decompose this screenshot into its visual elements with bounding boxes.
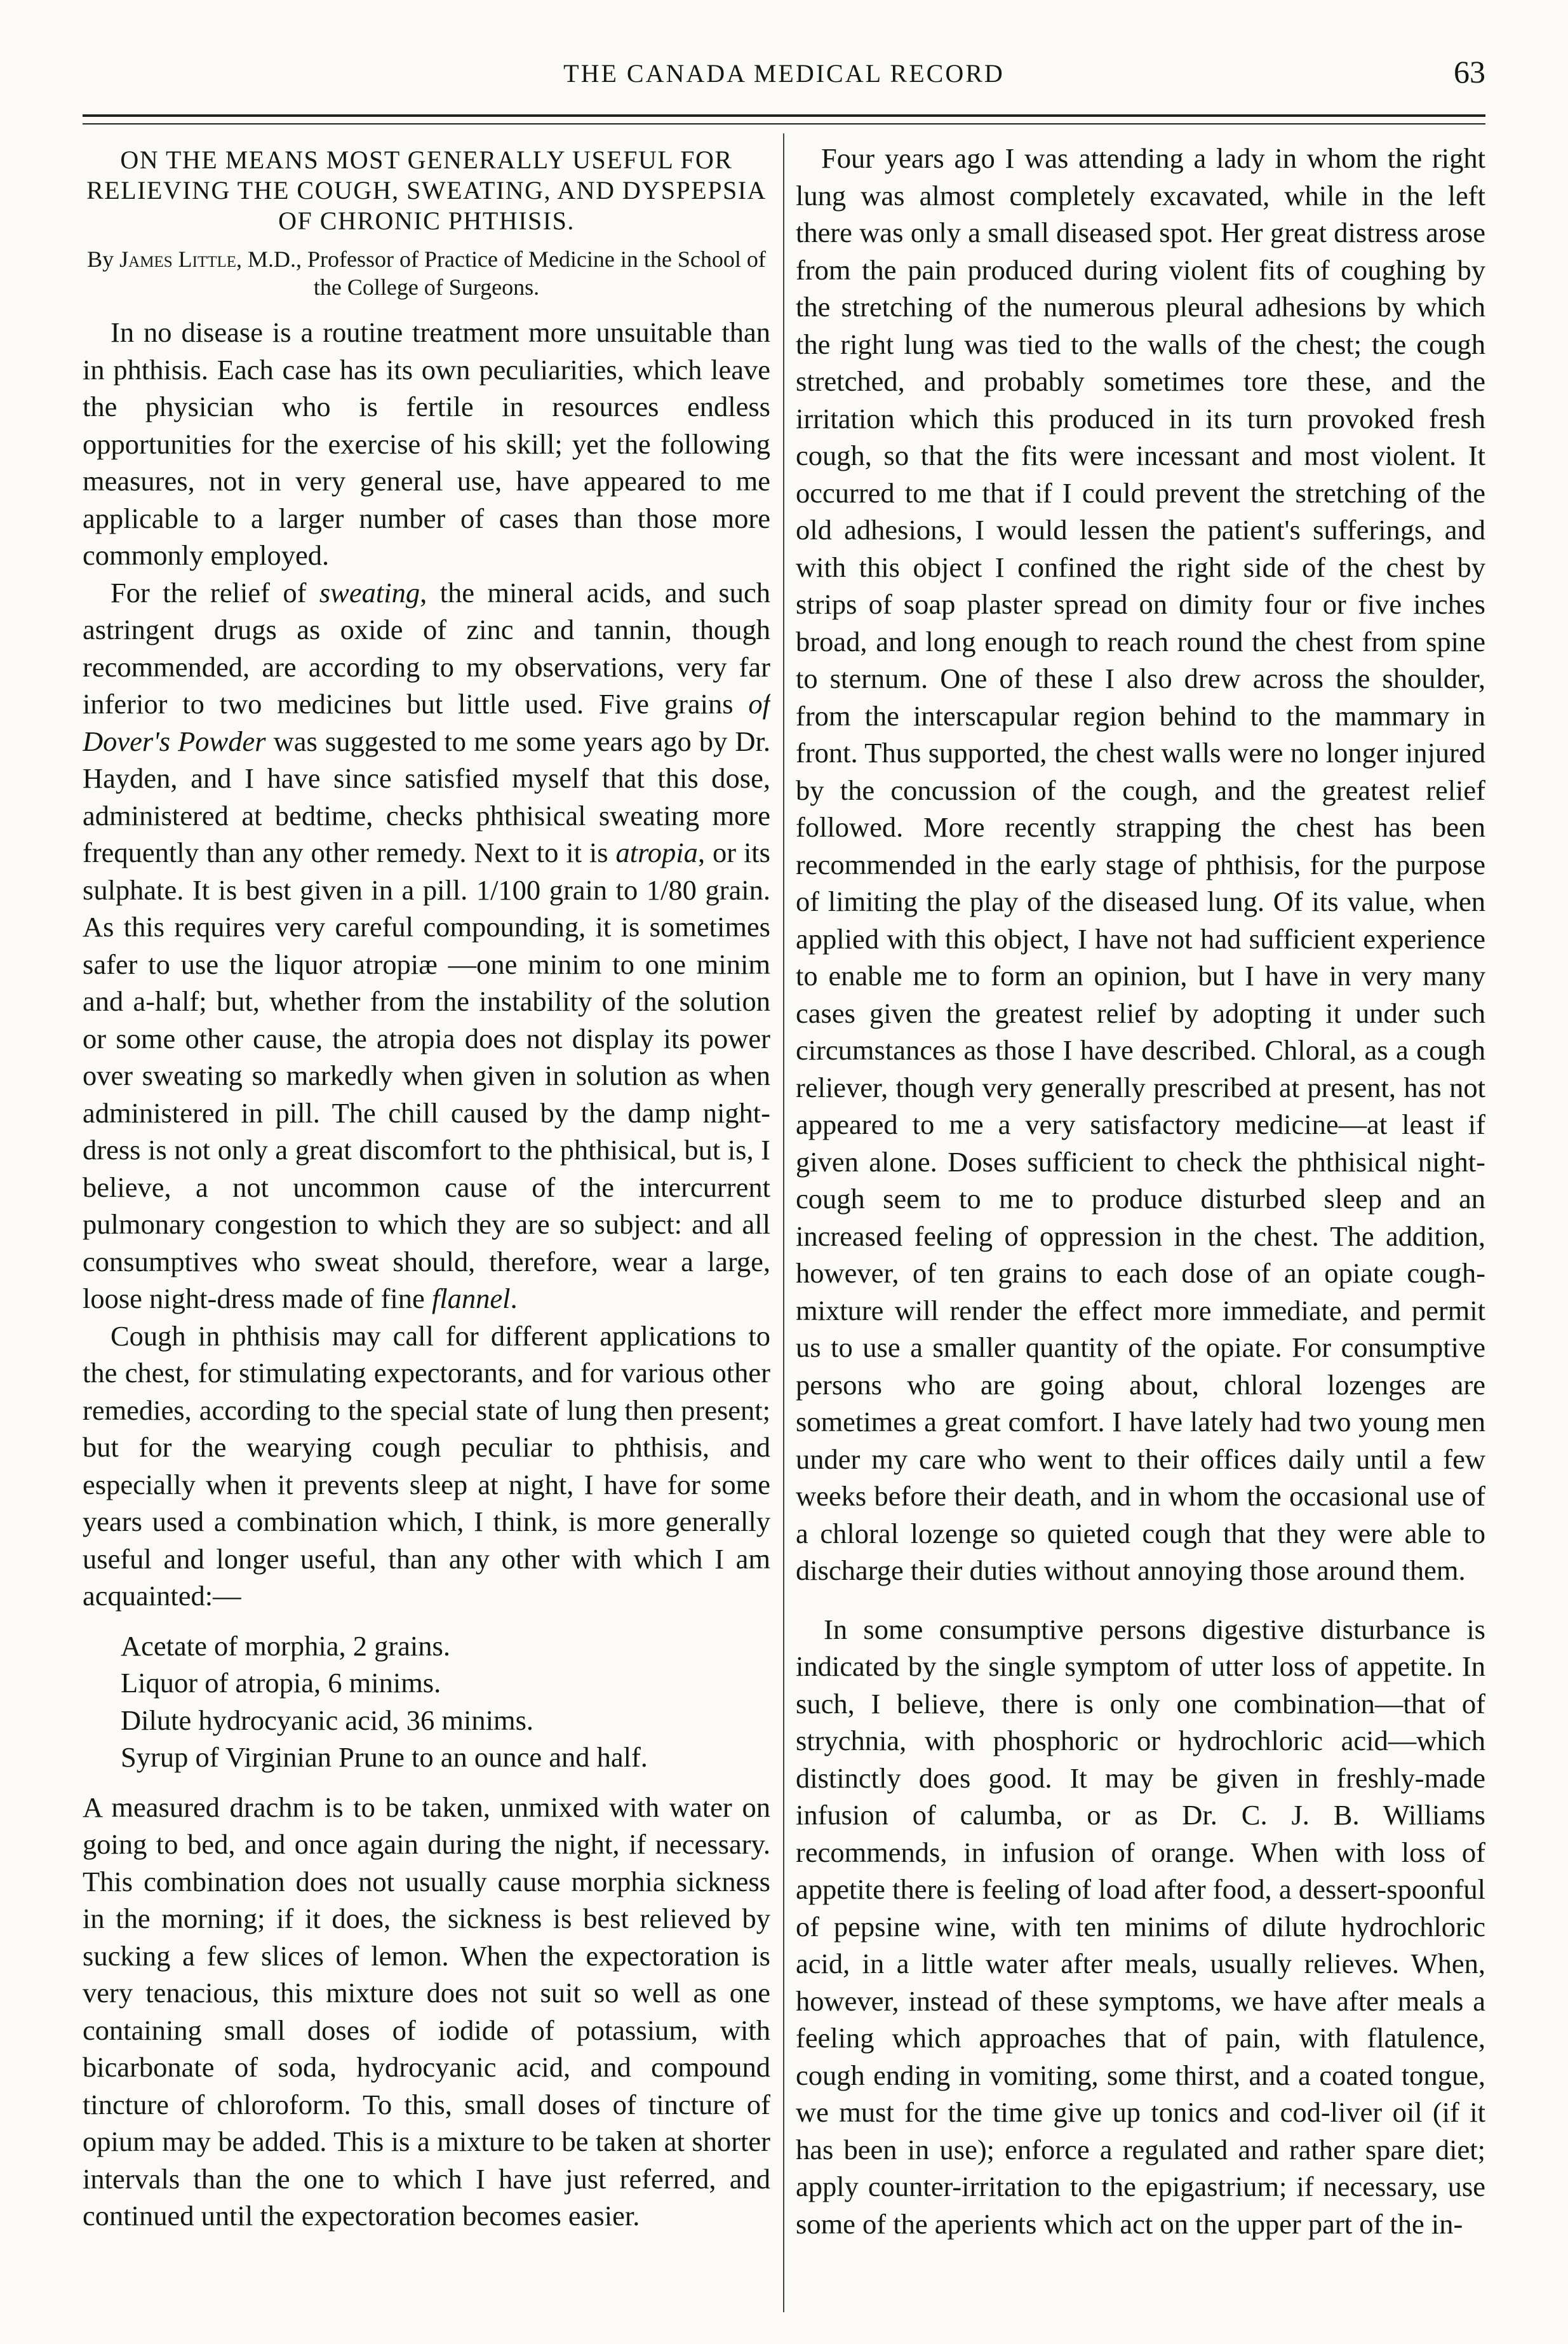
- byline-affiliation: , M.D., Professor of Practice of Medicine in the School of the College of Surgeons.: [236, 246, 766, 300]
- italic-run: sweating: [319, 576, 420, 609]
- fraction: 1/80: [646, 873, 697, 906]
- article-title: ON THE MEANS MOST GENERALLY USEFUL FOR RELIEVING THE COUGH, SWEATING, AND DYSPEPSIA OF CHRONIC PHTHISIS.: [86, 145, 767, 235]
- paragraph-gap: [796, 1589, 1485, 1611]
- text-run: was suggested to me some years ago by Dr. Hayden, and I have since satisfied myself that this dose, administered at bedtime, checks phthisical sweating more frequently than any other remedy. Next to it is: [83, 725, 770, 868]
- text-run: .: [510, 1283, 518, 1314]
- header-rule-thin: [83, 123, 1485, 125]
- prescription-line: Liquor of atropia, 6 minims.: [121, 1667, 441, 1699]
- fraction: 1/100: [476, 873, 541, 906]
- byline-prefix: By: [87, 246, 120, 272]
- author-name: James Little: [119, 246, 237, 272]
- right-column: [796, 140, 1485, 2312]
- text-run: grain to: [540, 873, 647, 906]
- left-column: [83, 140, 770, 2312]
- byline: [83, 245, 770, 301]
- text-run: grain. As this requires very careful compounding, it is sometimes safer to use the liquor atropiæ —one minim to one minim and a-half; but, whether from the instability of the solution or some other cause, the atropia does not display its power over sweating so markedly when given in solution as when administered in pill. The chill caused by the damp night-dress is not only a great discomfort to the phthisical, but is, I believe, a not uncommon cause of the intercurrent pulmonary congestion to which they are so subject: and all consumptives who sweat should, therefore, wear a large, loose night-dress made of fine: [83, 873, 770, 1314]
- paragraph-dyspepsia: In some consumptive persons digestive disturbance is indicated by the single symptom of utter loss of appetite. In such, I believe, there is only one combination—that of strychnia, with phosphoric or hydrochloric acid—which distinctly does good. It may be given in freshly-made infusion of calumba, or as Dr. C. J. B. Williams recommends, in infusion of orange. When with loss of appetite there is feeling of load after food, a dessert-spoonful of pepsine wine, with ten minims of dilute hydrochloric acid, in a little water after meals, usually relieves. When, however, instead of these symptoms, we have after meals a feeling which approaches that of pain, with flatulence, cough ending in vomiting, some thirst, and a coated tongue, we must for the time give up tonics and cod-liver oil (if it has been in use); enforce a regulated and rather spare diet; apply counter-irritation to the epigastrium; if necessary, use some of the aperients which act on the upper part of the in-: [796, 1613, 1485, 2240]
- italic-run: atropia: [615, 837, 698, 868]
- prescription-line: Acetate of morphia, 2 grains.: [121, 1629, 450, 1662]
- italic-run: flannel: [431, 1283, 511, 1314]
- paragraph-sweating: [83, 574, 770, 1317]
- italic-run: of Dover's Powder: [83, 688, 770, 757]
- prescription-line: Dilute hydrocyanic acid, 36 minims.: [121, 1704, 534, 1736]
- prescription-list: [121, 1627, 770, 1776]
- text-run: , the mineral acids, and such astringent drugs as oxide of zinc and tannin, though recommended, are according to my observations, very far inferior to two medicines but little used. Five grains: [83, 576, 770, 720]
- text-run: , or its sulphate. It is best given in a pill.: [83, 837, 770, 906]
- running-head: [83, 46, 1485, 103]
- page-number: 63: [1454, 54, 1485, 90]
- header-rule-thick: [83, 114, 1485, 117]
- prescription-line: Syrup of Virginian Prune to an ounce and half.: [121, 1741, 648, 1773]
- journal-title: THE CANADA MEDICAL RECORD: [563, 59, 1005, 88]
- paragraph-intro: In no disease is a routine treatment more unsuitable than in phthisis. Each case has its own peculiarities, which leave the physician who is fertile in resources endless opportunities for the exercise of his skill; yet the following measures, not in very general use, have appeared to me applicable to a larger number of cases than those more commonly employed.: [83, 316, 770, 571]
- column-divider: [783, 133, 784, 2312]
- paragraph-dosage: A measured drachm is to be taken, unmixed with water on going to bed, and once again during the night, if necessary. This combination does not usually cause morphia sickness in the morning; if it does, the sickness is best relieved by sucking a few slices of lemon. When the expectoration is very tenacious, this mixture does not suit so well as one containing small doses of iodide of potassium, with bicarbonate of soda, hydrocyanic acid, and compound tincture of chloroform. To this, small doses of tincture of opium may be added. This is a mixture to be taken at shorter intervals than the one to which I have just referred, and continued until the expectoration becomes easier.: [83, 1791, 770, 2232]
- paragraph-case: Four years ago I was attending a lady in whom the right lung was almost completely excavated, while in the left there was only a small diseased spot. Her great distress arose from the pain produced during violent fits of coughing by the stretching of the numerous pleural adhesions by which the right lung was tied to the walls of the chest; the cough stretched, and probably sometimes tore these, and the irritation which this produced in its turn provoked fresh cough, so that the fits were incessant and most violent. It occurred to me that if I could prevent the stretching of the old adhesions, I would lessen the patient's sufferings, and with this object I confined the right side of the chest by strips of soap plaster spread on dimity four or five inches broad, and long enough to reach round the chest from spine to sternum. One of these I also drew across the shoulder, from the interscapular region behind to the mammary in front. Thus supported, the chest walls were no longer injured by the concussion of the cough, and the greatest relief followed. More recently strapping the chest has been recommended in the early stage of phthisis, for the purpose of limiting the play of the diseased lung. Of its value, when applied with this object, I have not had sufficient experience to enable me to form an opinion, but I have in very many cases given the greatest relief by adopting it under such circumstances as those I have described. Chloral, as a cough reliever, though very generally prescribed at present, has not appeared to me a very satisfactory medicine—at least if given alone. Doses sufficient to check the phthisical night-cough seem to me to produce disturbed sleep and an increased feeling of oppression in the chest. The addition, however, of ten grains to each dose of an opiate cough-mixture will render the effect more immediate, and permit us to use a smaller quantity of the opiate. For consumptive persons who are going about, chloral lozenges are sometimes a great comfort. I have lately had two young men under my care who went to their offices daily until a few weeks before their death, and in whom the occasional use of a chloral lozenge so quieted cough that they were able to discharge their duties without annoying those around them.: [796, 142, 1485, 1586]
- text-run: For the relief of: [111, 576, 319, 609]
- paragraph-cough: Cough in phthisis may call for different applications to the chest, for stimulating expectorants, and for various other remedies, according to the special state of lung then present; but for the wearying cough peculiar to phthisis, and especially when it prevents sleep at night, I have for some years used a combination which, I think, is more generally useful and longer useful, than any other with which I am acquainted:—: [83, 1319, 770, 1612]
